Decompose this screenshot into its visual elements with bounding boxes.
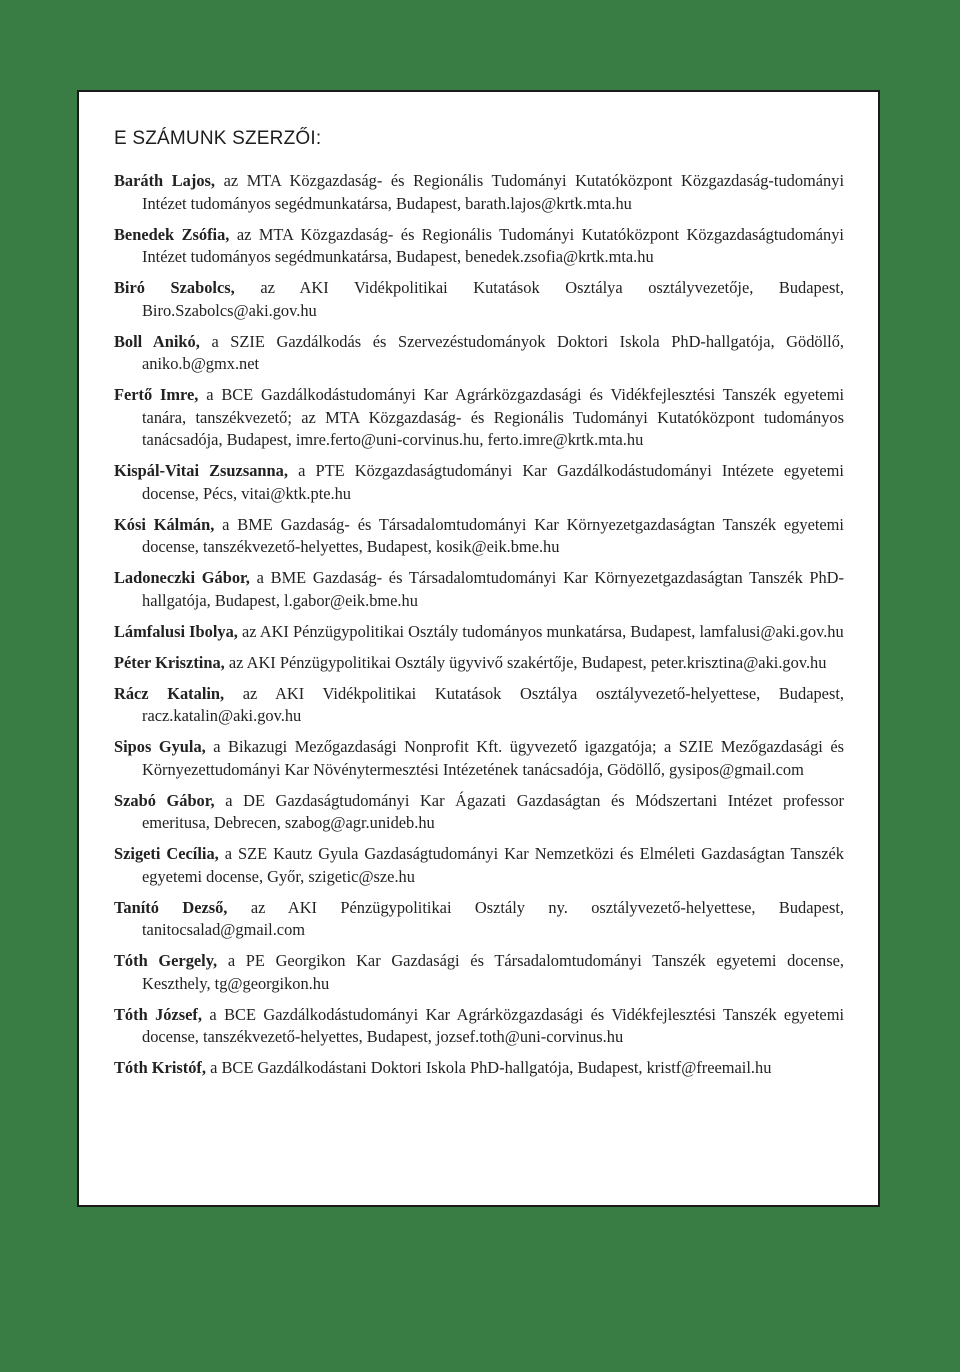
page-heading: E SZÁMUNK SZERZŐI: [114, 128, 322, 149]
author-name: Szigeti Cecília, [114, 844, 219, 863]
author-affiliation: a SZE Kautz Gyula Gazdaságtudományi Kar Nemzetközi és Elméleti Gazdaságtan Tanszék egyetemi docense, Győr, szigetic@sze.hu [142, 844, 844, 886]
document-page [77, 90, 880, 1207]
author-entry [114, 277, 844, 322]
author-entry [114, 331, 844, 376]
author-entry [114, 621, 844, 644]
author-name: Benedek Zsófia, [114, 224, 230, 244]
author-name: Kósi Kálmán, [114, 514, 215, 534]
author-name: Kispál-Vitai Zsuzsanna, [114, 461, 288, 480]
author-entry [114, 683, 844, 728]
author-name: Tóth József, [114, 1004, 202, 1024]
author-entry [114, 652, 844, 675]
author-entry [114, 567, 844, 612]
author-affiliation: a BCE Gazdálkodástudományi Kar Agrárközgazdasági és Vidékfejlesztési Tanszék egyetemi tanára, tanszékvezető; az MTA Közgazdaság- és Regionális Tudományi Kutatóközpont tudományos tanácsadója, Budapest, imre.ferto@uni-corvinus.hu, ferto.imre@krtk.mta.hu [142, 385, 844, 449]
author-affiliation: a PE Georgikon Kar Gazdasági és Társadalomtudományi Tanszék egyetemi docense, Keszthely, tg@georgikon.hu [142, 951, 845, 993]
author-entry [114, 843, 844, 888]
author-entry [114, 170, 844, 215]
author-name: Fertő Imre, [114, 385, 199, 404]
author-affiliation: a BME Gazdaság- és Társadalomtudományi Kar Környezetgazdaságtan Tanszék egyetemi docense, tanszékvezető-helyettes, Budapest, kosik@eik.bme.hu [142, 514, 844, 556]
author-entry [114, 460, 844, 505]
author-name: Lámfalusi Ibolya, [114, 621, 238, 641]
author-entry [114, 790, 844, 835]
author-name: Rácz Katalin, [114, 683, 225, 703]
author-affiliation: az AKI Vidékpolitikai Kutatások Osztálya osztályvezetője, Budapest, Biro.Szabolcs@aki.gov.hu [142, 278, 844, 320]
author-entry [114, 1004, 844, 1049]
author-affiliation: a PTE Közgazdaságtudományi Kar Gazdálkodástudományi Intézete egyetemi docense, Pécs, vitai@ktk.pte.hu [142, 461, 844, 503]
author-affiliation: az AKI Vidékpolitikai Kutatások Osztálya osztályvezető-helyettese, Budapest, racz.katalin@aki.gov.hu [142, 683, 844, 725]
author-name: Tanító Dezső, [114, 897, 228, 917]
author-affiliation: a BCE Gazdálkodástudományi Kar Agrárközgazdasági és Vidékfejlesztési Tanszék egyetemi docense, tanszékvezető-helyettes, Budapest, jozsef.toth@uni-corvinus.hu [142, 1004, 844, 1046]
author-affiliation: az MTA Közgazdaság- és Regionális Tudományi Kutatóközpont Közgazdaságtudományi Intézet tudományos segédmunkatársa, Budapest, benedek.zsofia@krtk.mta.hu [142, 224, 844, 266]
author-name: Péter Krisztina, [114, 652, 225, 672]
author-affiliation: az AKI Pénzügypolitikai Osztály ügyvivő szakértője, Budapest, peter.krisztina@aki.gov.hu [228, 652, 827, 672]
author-name: Biró Szabolcs, [114, 278, 235, 297]
author-entry [114, 514, 844, 559]
author-list [114, 170, 844, 1080]
author-entry [114, 1057, 844, 1080]
author-entry [114, 897, 844, 942]
author-entry [114, 384, 844, 452]
author-affiliation: az AKI Pénzügypolitikai Osztály tudományos munkatársa, Budapest, lamfalusi@aki.gov.hu [241, 621, 844, 641]
author-affiliation: az MTA Közgazdaság- és Regionális Tudományi Kutatóközpont Közgazdaság-tudományi Intézet tudományos segédmunkatársa, Budapest, barath.lajos@krtk.mta.hu [142, 171, 845, 213]
author-name: Sipos Gyula, [114, 737, 206, 756]
author-entry [114, 950, 844, 995]
author-name: Boll Anikó, [114, 331, 200, 351]
author-name: Baráth Lajos, [114, 171, 216, 190]
author-entry [114, 224, 844, 269]
author-name: Tóth Kristóf, [114, 1058, 206, 1077]
author-affiliation: a Bikazugi Mezőgazdasági Nonprofit Kft. ügyvezető igazgatója; a SZIE Mezőgazdasági és Környezettudományi Kar Növénytermesztési Intézetének tanácsadója, Gödöllő, gysipos@gmail.com [142, 737, 844, 779]
author-affiliation: a BME Gazdaság- és Társadalomtudományi Kar Környezetgazdaságtan Tanszék PhD-hallgatója, Budapest, l.gabor@eik.bme.hu [142, 568, 844, 610]
author-affiliation: a DE Gazdaságtudományi Kar Ágazati Gazdaságtan és Módszertani Intézet professor emeritusa, Debrecen, szabog@agr.unideb.hu [142, 790, 844, 832]
author-name: Ladoneczki Gábor, [114, 568, 250, 587]
author-name: Tóth Gergely, [114, 951, 218, 970]
author-affiliation: a SZIE Gazdálkodás és Szervezéstudományok Doktori Iskola PhD-hallgatója, Gödöllő, aniko.b@gmx.net [142, 331, 844, 373]
author-affiliation: a BCE Gazdálkodástani Doktori Iskola PhD-hallgatója, Budapest, kristf@freemail.hu [210, 1058, 772, 1077]
author-affiliation: az AKI Pénzügypolitikai Osztály ny. osztályvezető-helyettese, Budapest, tanitocsalad@gmail.com [142, 897, 844, 939]
author-entry [114, 736, 844, 781]
author-name: Szabó Gábor, [114, 790, 215, 810]
